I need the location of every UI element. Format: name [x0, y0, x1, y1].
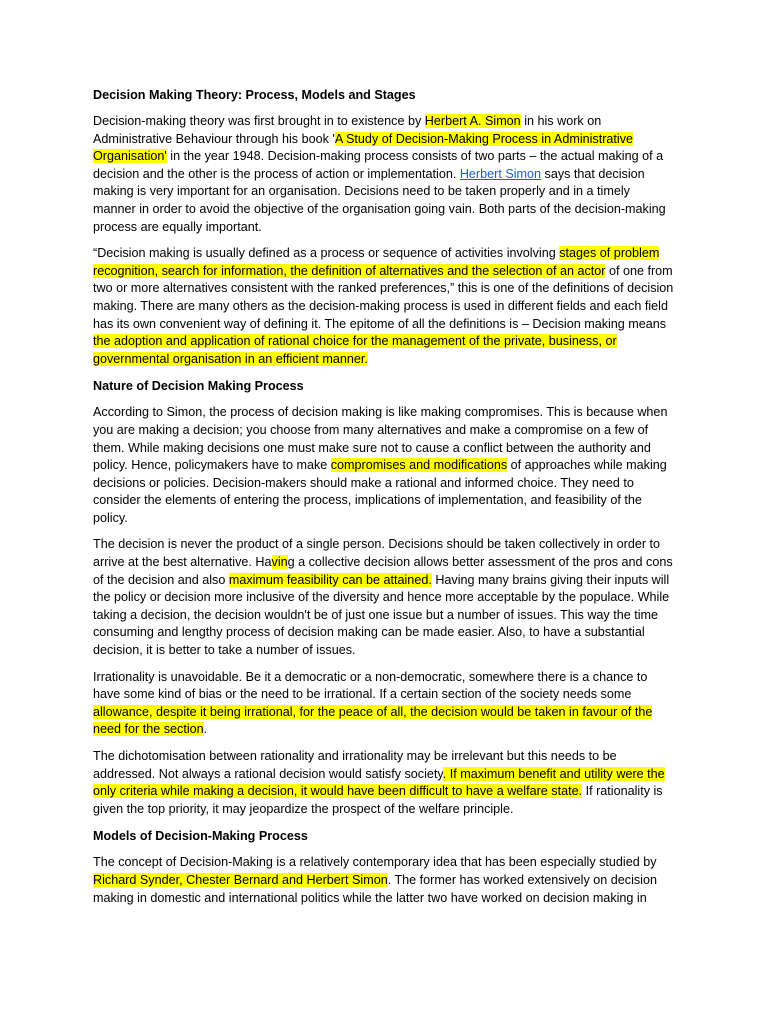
section-heading-nature: Nature of Decision Making Process — [93, 379, 304, 394]
section-heading-models: Models of Decision-Making Process — [93, 829, 308, 844]
highlight: allowance, despite it being irrational, for the peace of all, the decision would be taken in favour of the need for the section — [93, 704, 653, 737]
paragraph-dichotomisation — [93, 748, 676, 818]
text: . The former has worked extensively on decision making in domestic and international politics while the latter two have worked on decision making in — [93, 872, 657, 905]
paragraph-irrationality — [93, 669, 676, 739]
text: Decision-making theory was first brought in to existence by — [93, 114, 425, 128]
text: The decision is never the product of a single person. Decisions should be taken collectively in order to arrive at the best alternative. Ha — [93, 537, 661, 570]
text: g a collective decision allows better assessment of the pros and cons of the decision and also — [93, 555, 673, 587]
paragraph-models — [93, 854, 676, 907]
paragraph-intro — [93, 113, 676, 236]
paragraph-compromises — [93, 404, 676, 527]
paragraph-collective — [93, 536, 676, 659]
highlight: A Study of Decision-Making Process in Administrative Organisation' — [93, 131, 634, 164]
highlight: maximum feasibility can be attained. — [228, 572, 432, 587]
herbert-simon-link[interactable]: Herbert Simon — [459, 166, 542, 181]
text: According to Simon, the process of decision making is like making compromises. This is because when you are making a decision; you choose from many alternatives and make a compromise on a few of them. While making decisions one must make sure not to cause a conflict between the authority and policy. Hence, policymakers have to make — [93, 405, 668, 473]
paragraph-definition — [93, 245, 676, 368]
highlight: the adoption and application of rational choice for the management of the private, business, or governmental organisation in an efficient manner. — [93, 334, 617, 366]
highlight: compromises and modifications — [330, 458, 508, 473]
highlight: vin — [271, 555, 288, 570]
text: Having many brains giving their inputs will the policy or decision more inclusive of the diversity and hence more acceptable by the populace. While taking a decision, the decision wouldn't be of just one issue but a number of issues. This way the time consuming and lengthy process of decision making can be made easier. Also, to have a substantial decision, it is better to take a number of issues. — [93, 572, 670, 658]
text: says that decision making is very important for an organisation. Decisions need to be taken properly and in a timely manner in order to avoid the objective of the organisation going vain. Both parts of the decision-making process are equally important. — [93, 166, 666, 234]
text: Irrationality is unavoidable. Be it a democratic or a non-democratic, somewhere there is a chance to have some kind of bias or the need to be irrational. If a certain section of the society needs some — [93, 669, 648, 702]
highlight: stages of problem recognition, search for information, the definition of alternatives and the selection of an actor — [93, 246, 660, 278]
text: of one from two or more alternatives consistent with the ranked preferences,” this is one of the definitions of decision making. There are many others as the decision-making process is used in different fields and each field has its own convenient way of defining it. The epitome of all the definitions is – Decision making means — [93, 263, 674, 331]
text: “Decision making is usually defined as a process or sequence of activities involving — [93, 246, 560, 261]
highlight: Herbert A. Simon — [424, 114, 521, 128]
highlight: Richard Synder, Chester Bernard and Herbert Simon — [93, 872, 388, 887]
document-title: Decision Making Theory: Process, Models and Stages — [93, 88, 416, 102]
text: The concept of Decision-Making is a relatively contemporary idea that has been especially studied by — [93, 855, 657, 870]
text: If rationality is given the top priority, it may jeopardize the prospect of the welfare principle. — [93, 784, 663, 816]
highlight: . If maximum benefit and utility were the only criteria while making a decision, it would have been difficult to have a welfare state. — [93, 766, 665, 799]
text: The dichotomisation between rationality and irrationality may be irrelevant but this needs to be addressed. Not always a rational decision would satisfy society — [93, 749, 617, 781]
text: of approaches while making decisions or policies. Decision-makers should make a rational and informed choice. They need to consider the elements of entering the process, implications of implementation, and feasibility of the policy. — [93, 458, 667, 525]
text: in the year 1948. Decision-making process consists of two parts – the actual making of a decision and the other is the process of action or implementation. — [93, 149, 664, 181]
text: in his work on Administrative Behaviour through his book ' — [93, 114, 602, 146]
text: . — [203, 722, 208, 737]
